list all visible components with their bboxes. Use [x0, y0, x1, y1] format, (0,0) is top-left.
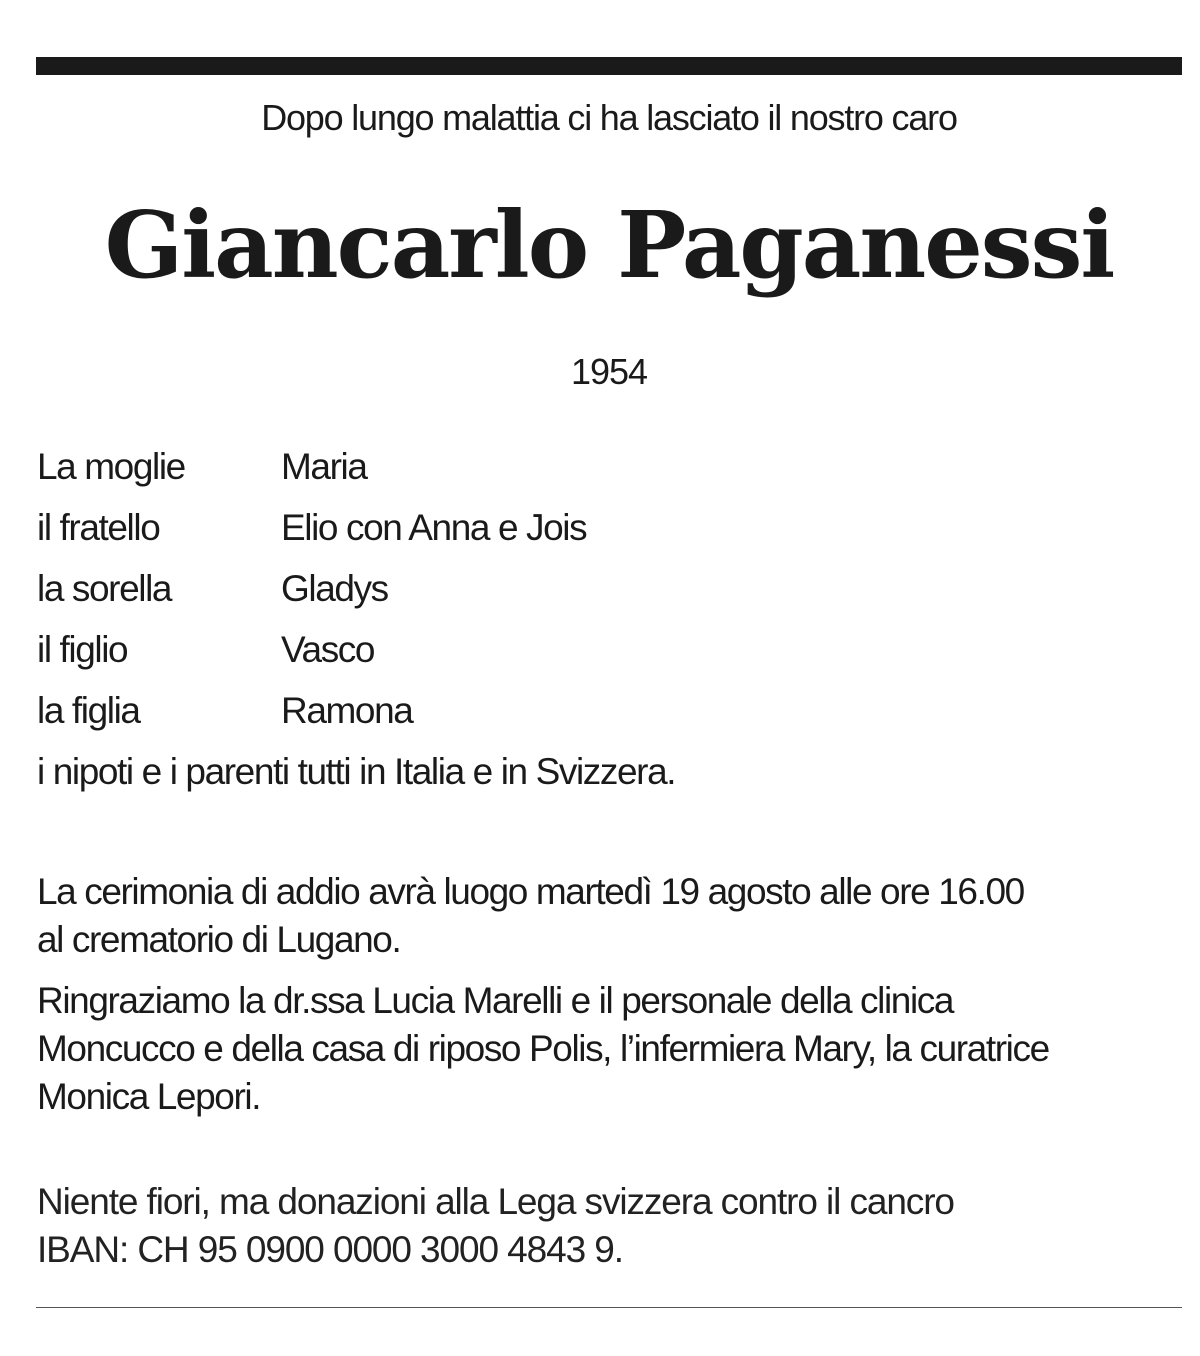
relative-names: Elio con Anna e Jois — [281, 507, 587, 548]
thanks-line: Ringraziamo la dr.ssa Lucia Marelli e il personale della clinica — [37, 980, 954, 1021]
ceremony-line: La cerimonia di addio avrà luogo martedì 19 agosto alle ore 16.00 — [37, 871, 1024, 912]
ceremony-paragraph — [37, 868, 1177, 964]
donation-paragraph — [37, 1178, 1177, 1274]
relative-row — [37, 628, 1177, 689]
thanks-line: Moncucco e della casa di riposo Polis, l’infermiera Mary, la curatrice — [37, 1028, 1049, 1069]
relative-names: Gladys — [281, 568, 388, 609]
relative-row — [37, 445, 1177, 506]
iban-line: IBAN: CH 95 0900 0000 3000 4843 9. — [37, 1229, 623, 1270]
relative-role: la figlia — [37, 690, 140, 731]
intro-text: Dopo lungo malattia ci ha lasciato il nostro caro — [261, 97, 957, 138]
thanks-paragraph — [37, 977, 1177, 1121]
ceremony-line: al crematorio di Lugano. — [37, 919, 401, 960]
top-rule — [36, 57, 1182, 75]
relative-role: il fratello — [37, 507, 160, 548]
relative-row — [37, 506, 1177, 567]
donation-line: Niente fiori, ma donazioni alla Lega svizzera contro il cancro — [37, 1181, 954, 1222]
relative-role: il figlio — [37, 629, 128, 670]
relative-row — [37, 689, 1177, 750]
bottom-rule — [36, 1307, 1182, 1308]
relative-role: La moglie — [37, 446, 185, 487]
relative-names: Maria — [281, 446, 367, 487]
birth-year: 1954 — [570, 351, 648, 392]
thanks-line: Monica Lepori. — [37, 1076, 261, 1117]
relatives-list — [37, 445, 1177, 750]
deceased-name: Giancarlo Paganessi — [104, 191, 1114, 299]
relative-row — [37, 567, 1177, 628]
relatives-tail: i nipoti e i parenti tutti in Italia e in Svizzera. — [37, 751, 676, 792]
relative-names: Ramona — [281, 690, 413, 731]
relative-names: Vasco — [281, 629, 375, 670]
relative-role: la sorella — [37, 568, 172, 609]
